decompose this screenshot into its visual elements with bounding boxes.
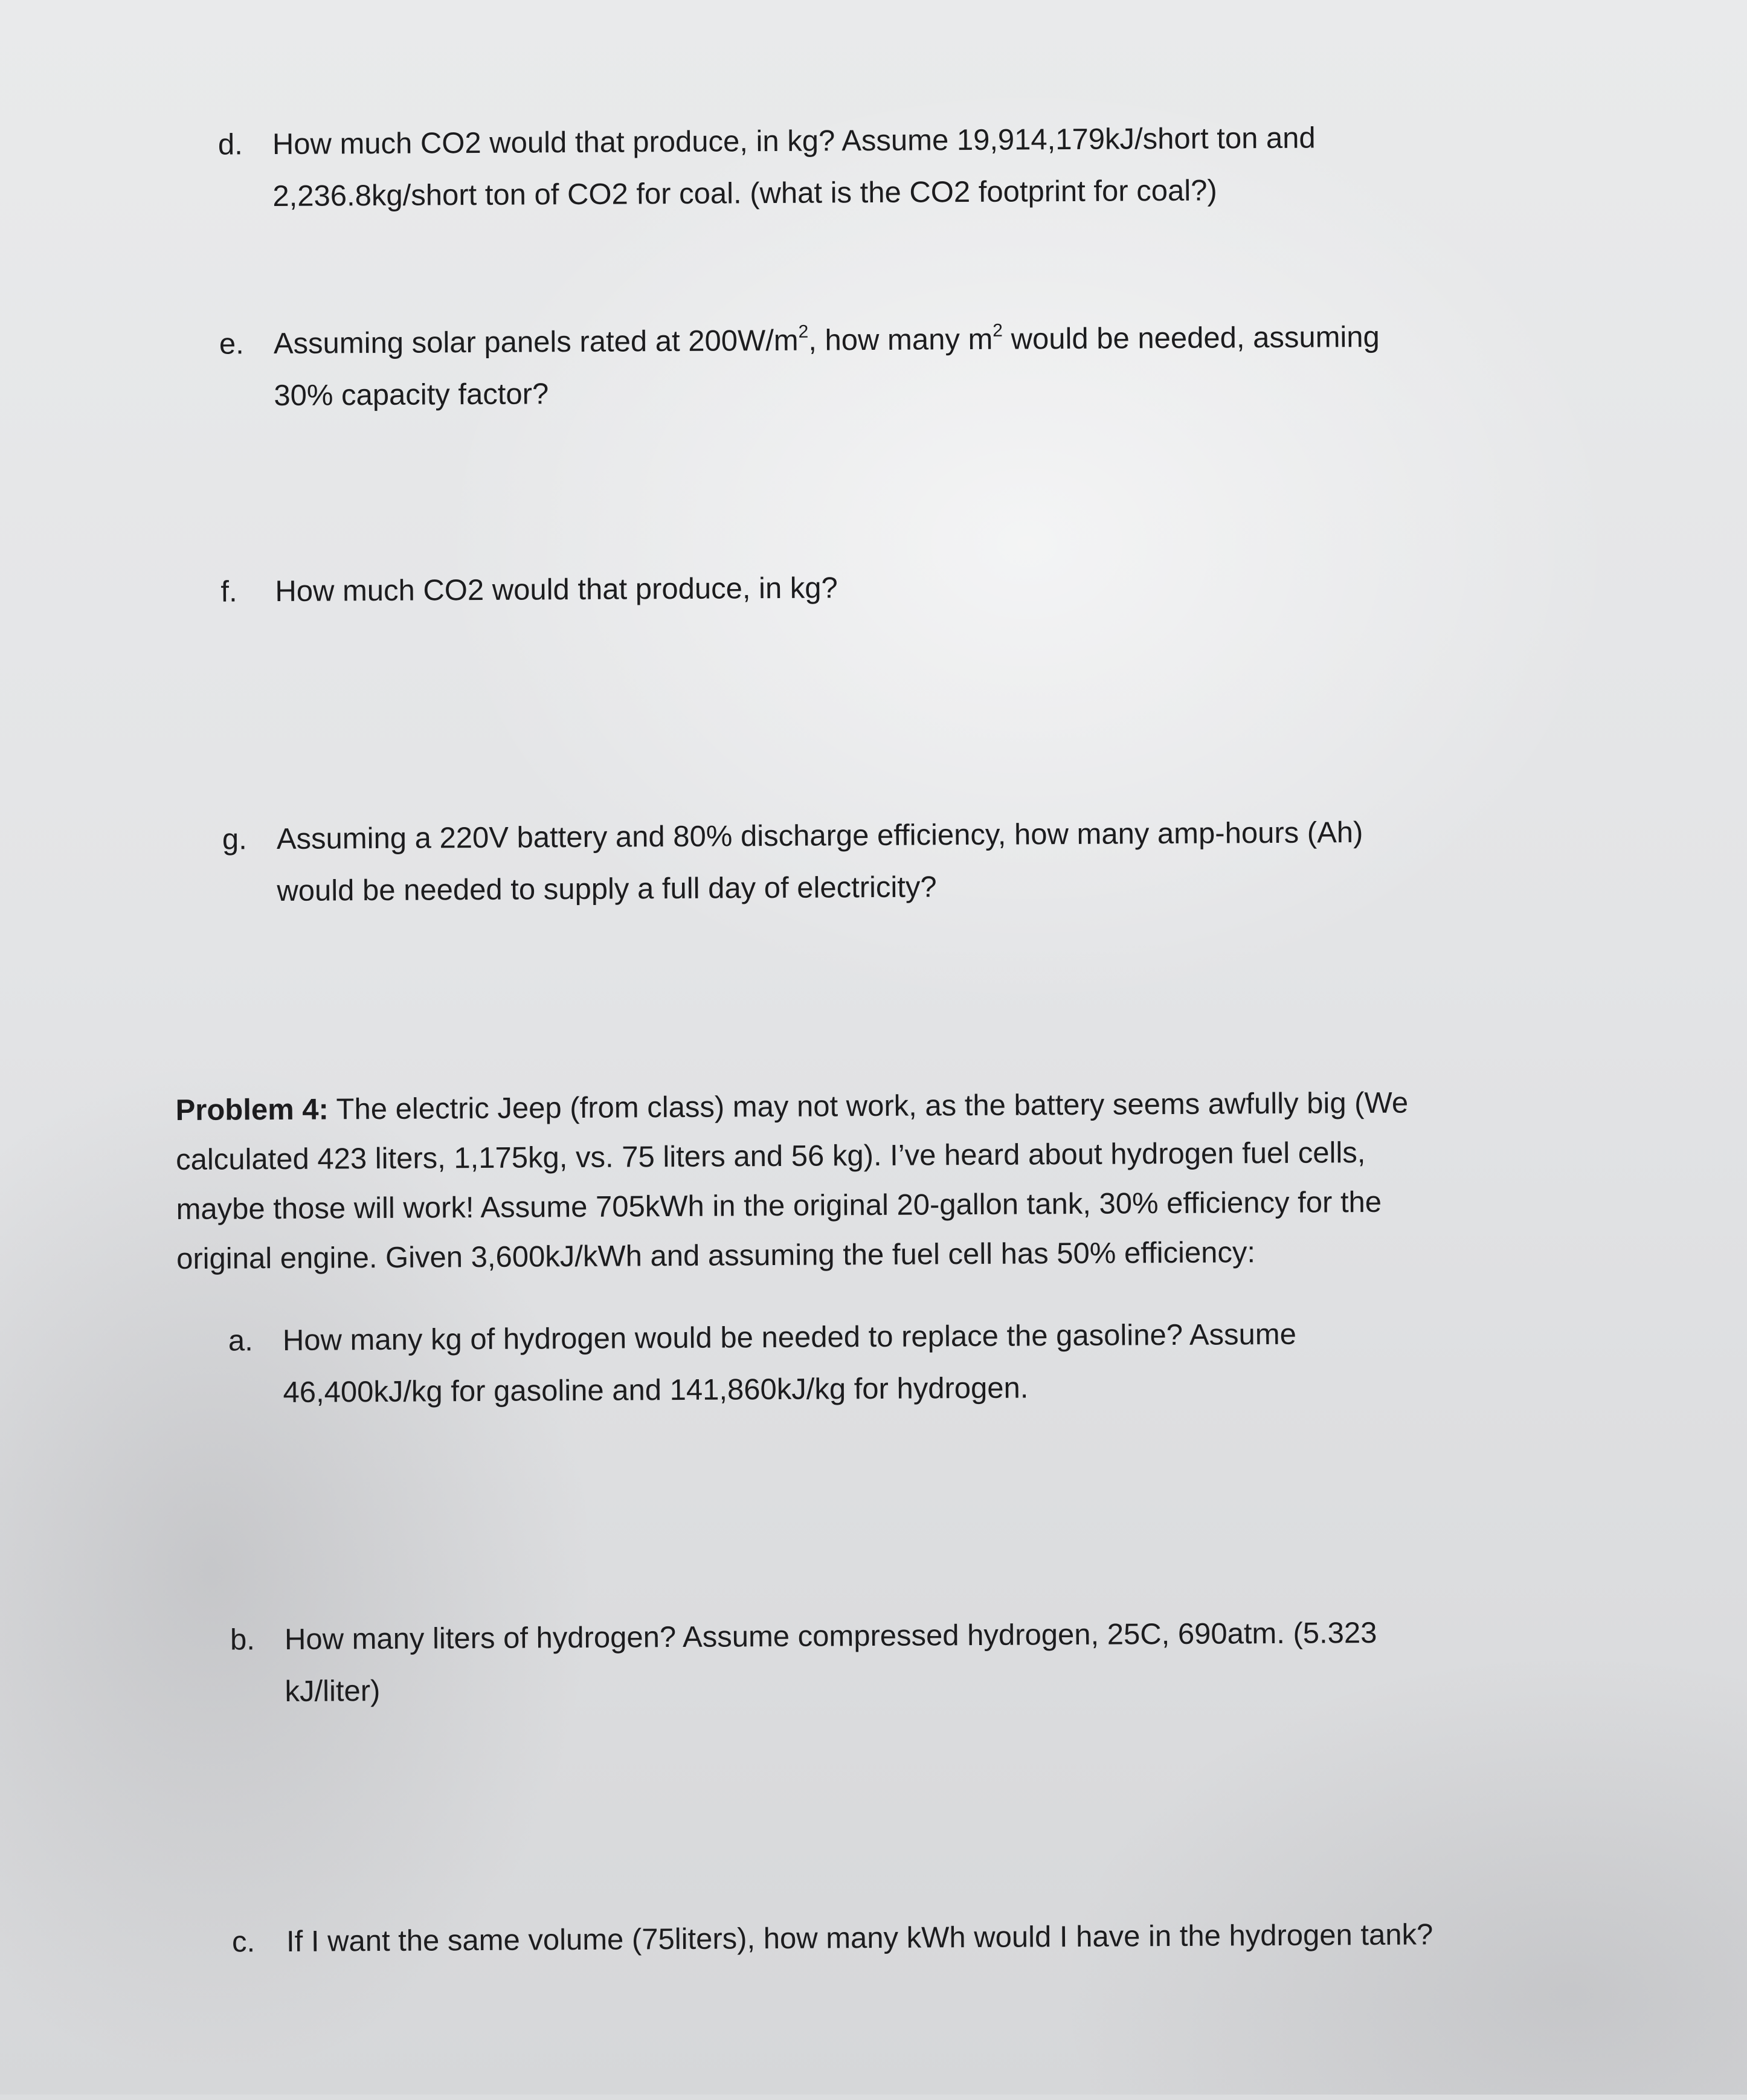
question-e-line-1-part-a: Assuming solar panels rated at 200W/m xyxy=(273,324,799,361)
question-e-letter: e. xyxy=(219,327,244,361)
question-d-letter: d. xyxy=(217,128,243,161)
superscript-squared: 2 xyxy=(993,320,1003,341)
question-g-text xyxy=(277,807,1364,917)
question-c-text xyxy=(286,1908,1433,1968)
question-f-line-1: How much CO2 would that produce, in kg? xyxy=(275,572,838,608)
question-b-letter: b. xyxy=(230,1623,256,1657)
question-b-line-2: kJ/liter) xyxy=(285,1675,381,1708)
question-g-line-1: Assuming a 220V battery and 80% discharge efficiency, how many amp-hours (Ah) xyxy=(276,816,1363,856)
problem-4-line-4: original engine. Given 3,600kJ/kWh and assuming the fuel cell has 50% efficiency: xyxy=(176,1236,1256,1276)
question-g-letter: g. xyxy=(222,823,247,856)
question-b-text xyxy=(285,1607,1378,1718)
superscript-squared: 2 xyxy=(798,321,809,342)
problem-4-intro xyxy=(175,1078,1409,1284)
question-d-line-1: How much CO2 would that produce, in kg? Assume 19,914,179kJ/short ton and xyxy=(272,121,1316,161)
problem-4-line-3: maybe those will work! Assume 705kWh in the original 20-gallon tank, 30% efficiency for the xyxy=(176,1185,1382,1226)
problem-4-line-2: calculated 423 liters, 1,175kg, vs. 75 liters and 56 kg). I’ve heard about hydrogen fuel cells, xyxy=(175,1136,1366,1177)
question-a-letter: a. xyxy=(228,1324,253,1358)
question-f-text xyxy=(275,562,838,617)
question-e-line-1 xyxy=(274,311,1380,370)
question-a-line-2: 46,400kJ/kg for gasoline and 141,860kJ/kg for hydrogen. xyxy=(283,1371,1029,1409)
question-d-text xyxy=(272,112,1316,223)
question-e-line-2: 30% capacity factor? xyxy=(274,378,549,413)
question-b-line-1: How many liters of hydrogen? Assume compressed hydrogen, 25C, 690atm. (5.323 xyxy=(284,1616,1377,1656)
question-a-line-1: How many kg of hydrogen would be needed to replace the gasoline? Assume xyxy=(282,1318,1297,1357)
problem-4-line-1-text: The electric Jeep (from class) may not work, as the battery seems awfully big (We xyxy=(328,1086,1409,1126)
question-f-letter: f. xyxy=(220,575,237,608)
question-e-line-1-part-c: would be needed, assuming xyxy=(1002,320,1380,356)
question-g-line-2: would be needed to supply a full day of electricity? xyxy=(277,871,937,908)
question-c-letter: c. xyxy=(231,1925,256,1959)
question-a-text xyxy=(283,1309,1297,1419)
question-d-line-2: 2,236.8kg/short ton of CO2 for coal. (what is the CO2 footprint for coal?) xyxy=(272,174,1217,213)
question-c-line-1: If I want the same volume (75liters), how many kWh would I have in the hydrogen tank? xyxy=(286,1918,1433,1958)
problem-4-heading: Problem 4: xyxy=(175,1093,329,1127)
question-e-text xyxy=(274,311,1380,422)
question-e-line-1-part-b: , how many m xyxy=(808,323,993,357)
problem-4-line-1 xyxy=(175,1078,1408,1135)
